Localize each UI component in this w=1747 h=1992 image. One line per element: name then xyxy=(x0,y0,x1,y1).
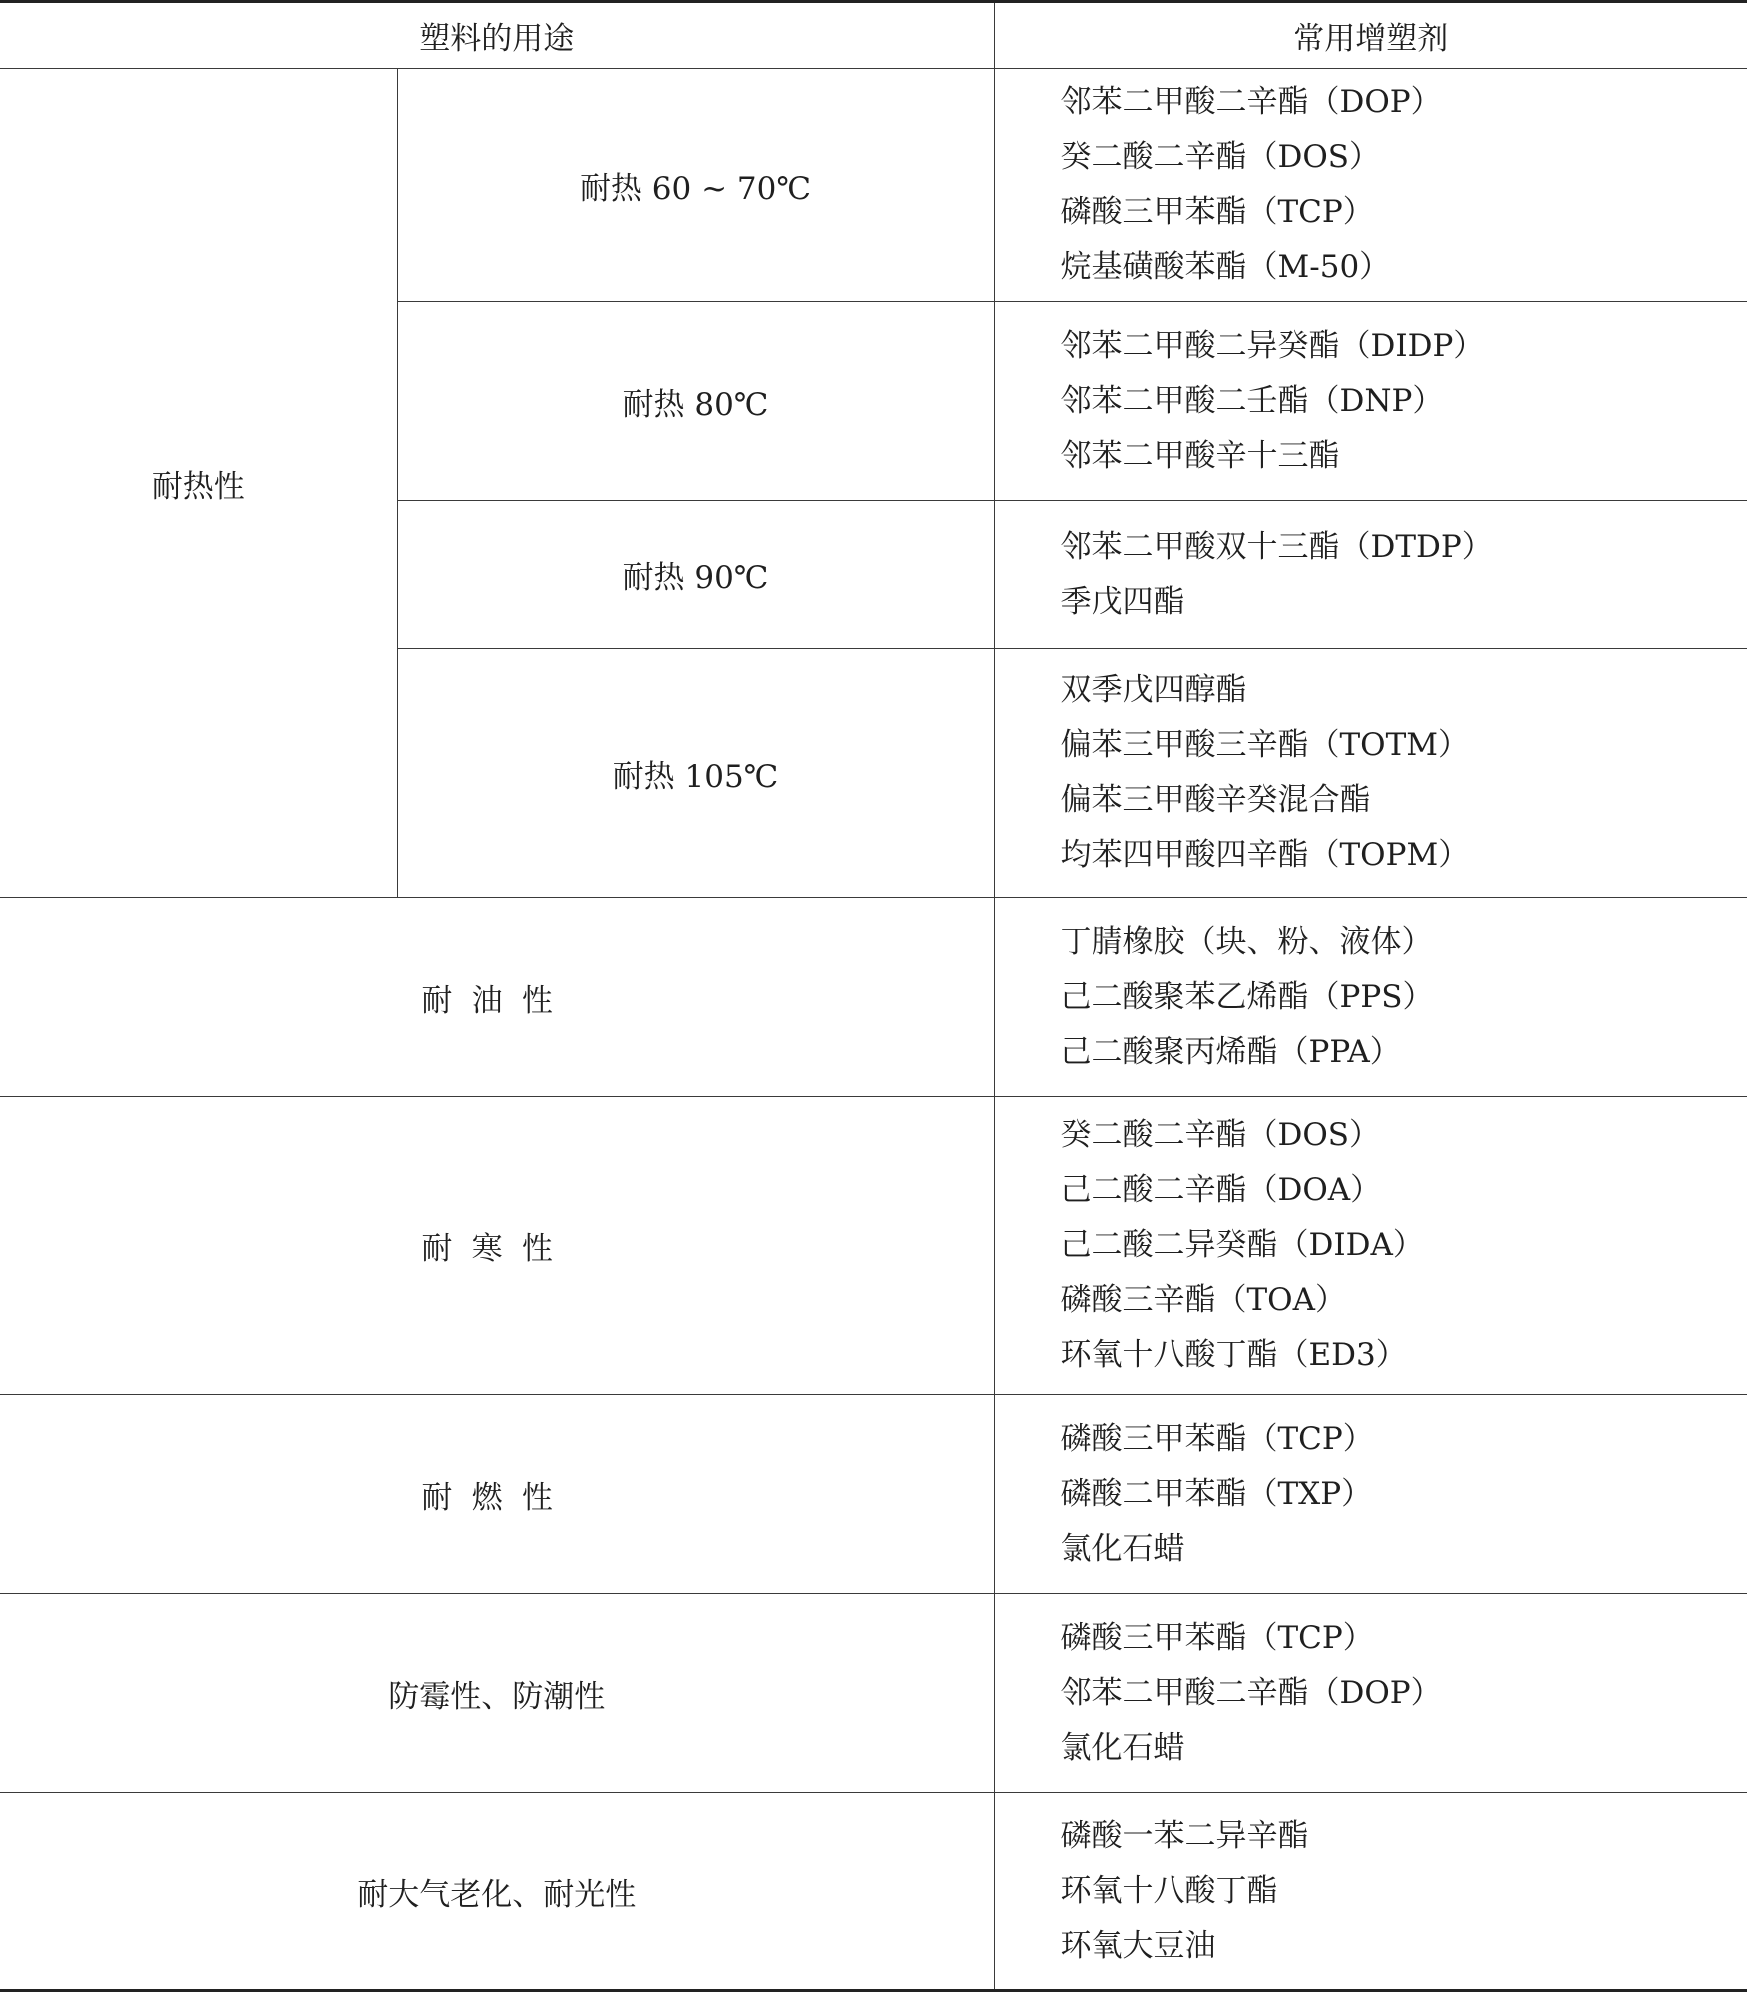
plasticizer-item: 均苯四甲酸四辛酯（TOPM） xyxy=(1060,837,1470,873)
plasticizer-item: 癸二酸二辛酯（DOS） xyxy=(1060,1117,1381,1153)
plasticizer-item: 邻苯二甲酸二辛酯（DOP） xyxy=(1060,84,1442,120)
plasticizer-cell xyxy=(994,302,1747,501)
table-row xyxy=(0,1395,1747,1594)
heat-condition: 耐热 105℃ xyxy=(397,649,994,898)
table-row xyxy=(0,1594,1747,1793)
plasticizer-item: 双季戊四醇酯 xyxy=(1060,672,1247,708)
plasticizer-item: 磷酸三甲苯酯（TCP） xyxy=(1060,194,1374,230)
plasticizer-item: 环氧十八酸丁酯 xyxy=(1060,1872,1278,1909)
plasticizer-item: 偏苯三甲酸三辛酯（TOTM） xyxy=(1060,727,1470,763)
plasticizer-item: 己二酸二异癸酯（DIDA） xyxy=(1060,1227,1424,1263)
plasticizer-item: 偏苯三甲酸辛癸混合酯 xyxy=(1060,782,1371,818)
plasticizer-item: 磷酸三甲苯酯（TCP） xyxy=(1060,1420,1374,1457)
plasticizer-item: 磷酸三辛酯（TOA） xyxy=(1060,1282,1346,1318)
heat-condition: 耐热 80℃ xyxy=(397,302,994,501)
plasticizer-item: 环氧大豆油 xyxy=(1060,1927,1216,1964)
category-weathering-light-resistance: 耐大气老化、耐光性 xyxy=(0,1793,994,1991)
table-row xyxy=(0,1793,1747,1991)
category-heat-resistance: 耐热性 xyxy=(0,69,397,898)
plasticizer-cell xyxy=(994,649,1747,898)
table-row xyxy=(0,69,1747,302)
plasticizer-cell xyxy=(994,69,1747,302)
plasticizer-cell xyxy=(994,1793,1747,1991)
plasticizer-cell xyxy=(994,1594,1747,1793)
plasticizer-item: 环氧十八酸丁酯（ED3） xyxy=(1060,1337,1407,1373)
plasticizer-cell xyxy=(994,501,1747,649)
plasticizer-item: 丁腈橡胶（块、粉、液体） xyxy=(1060,923,1433,960)
plasticizer-item: 磷酸三甲苯酯（TCP） xyxy=(1060,1619,1374,1656)
plasticizer-item: 季戊四酯 xyxy=(1060,583,1185,620)
plasticizer-item: 邻苯二甲酸辛十三酯 xyxy=(1060,437,1340,474)
plasticizer-item: 邻苯二甲酸二壬酯（DNP） xyxy=(1060,382,1444,419)
plasticizer-item: 癸二酸二辛酯（DOS） xyxy=(1060,139,1381,175)
plasticizer-cell xyxy=(994,1097,1747,1395)
category-cold-resistance: 耐寒性 xyxy=(0,1097,994,1395)
heat-condition: 耐热 60 ~ 70℃ xyxy=(397,69,994,302)
header-row xyxy=(0,2,1747,69)
plasticizer-item: 氯化石蜡 xyxy=(1060,1729,1185,1766)
plasticizer-item: 邻苯二甲酸双十三酯（DTDP） xyxy=(1060,528,1493,565)
header-use: 塑料的用途 xyxy=(0,2,994,69)
plasticizer-item: 磷酸二甲苯酯（TXP） xyxy=(1060,1475,1373,1512)
plasticizer-item: 邻苯二甲酸二异癸酯（DIDP） xyxy=(1060,327,1485,364)
table-row xyxy=(0,898,1747,1097)
category-oil-resistance: 耐油性 xyxy=(0,898,994,1097)
plasticizer-item: 己二酸聚丙烯酯（PPA） xyxy=(1060,1033,1401,1070)
header-plasticizer: 常用增塑剂 xyxy=(994,2,1747,69)
heat-condition: 耐热 90℃ xyxy=(397,501,994,649)
plasticizer-item: 邻苯二甲酸二辛酯（DOP） xyxy=(1060,1674,1442,1711)
table-row xyxy=(0,1097,1747,1395)
plasticizer-item: 烷基磺酸苯酯（M-50） xyxy=(1060,249,1391,285)
plasticizer-cell xyxy=(994,898,1747,1097)
category-flame-resistance: 耐燃性 xyxy=(0,1395,994,1594)
plasticizer-cell xyxy=(994,1395,1747,1594)
plasticizer-item: 磷酸一苯二异辛酯 xyxy=(1060,1817,1309,1854)
plasticizer-item: 己二酸二辛酯（DOA） xyxy=(1060,1172,1382,1208)
plasticizer-item: 氯化石蜡 xyxy=(1060,1530,1185,1567)
plasticizer-item: 己二酸聚苯乙烯酯（PPS） xyxy=(1060,978,1434,1015)
category-mold-moisture-resistance: 防霉性、防潮性 xyxy=(0,1594,994,1793)
